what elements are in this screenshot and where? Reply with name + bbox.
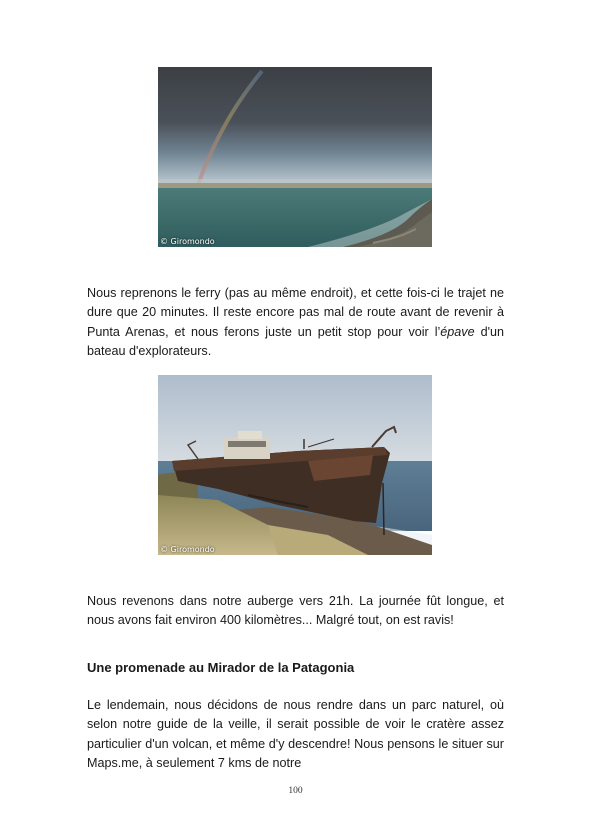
- emphasis-epave: épave: [440, 324, 475, 339]
- section-heading: Une promenade au Mirador de la Patagonia: [87, 660, 355, 675]
- paragraph-return: Nous revenons dans notre auberge vers 21h. La journée fût longue, et nous avons fait environ 400 kilomètres... Malgré tout, on est ravis!: [87, 594, 504, 628]
- photo-credit: © Giromondo: [160, 545, 215, 554]
- paragraph-ferry-end: d'un bateau d'explorateurs.: [87, 324, 505, 358]
- photo-credit: © Giromondo: [160, 237, 215, 246]
- paragraph-ferry: [87, 284, 504, 361]
- paragraph-ferry-text: Nous reprenons le ferry (pas au même endroit), et cette fois-ci le trajet ne dure que 20 minutes. Il reste encore pas mal de route avant de revenir à Punta Arenas, et nous ferons juste un petit stop pour voir l’: [87, 286, 504, 339]
- wreck-photo: [158, 375, 432, 555]
- landscape-photo: [158, 67, 432, 247]
- page-number: 100: [288, 786, 303, 796]
- shipwreck-image: [158, 375, 432, 555]
- rainbow-sea-image: [158, 67, 432, 247]
- paragraph-next-day: Le lendemain, nous décidons de nous rendre dans un parc naturel, où selon notre guide de la veille, il serait possible de voir le cratère assez particulier d'un volcan, et même d'y descendre! Nous pensons le situer sur Maps.me, à seulement 7 kms de notre: [87, 698, 504, 770]
